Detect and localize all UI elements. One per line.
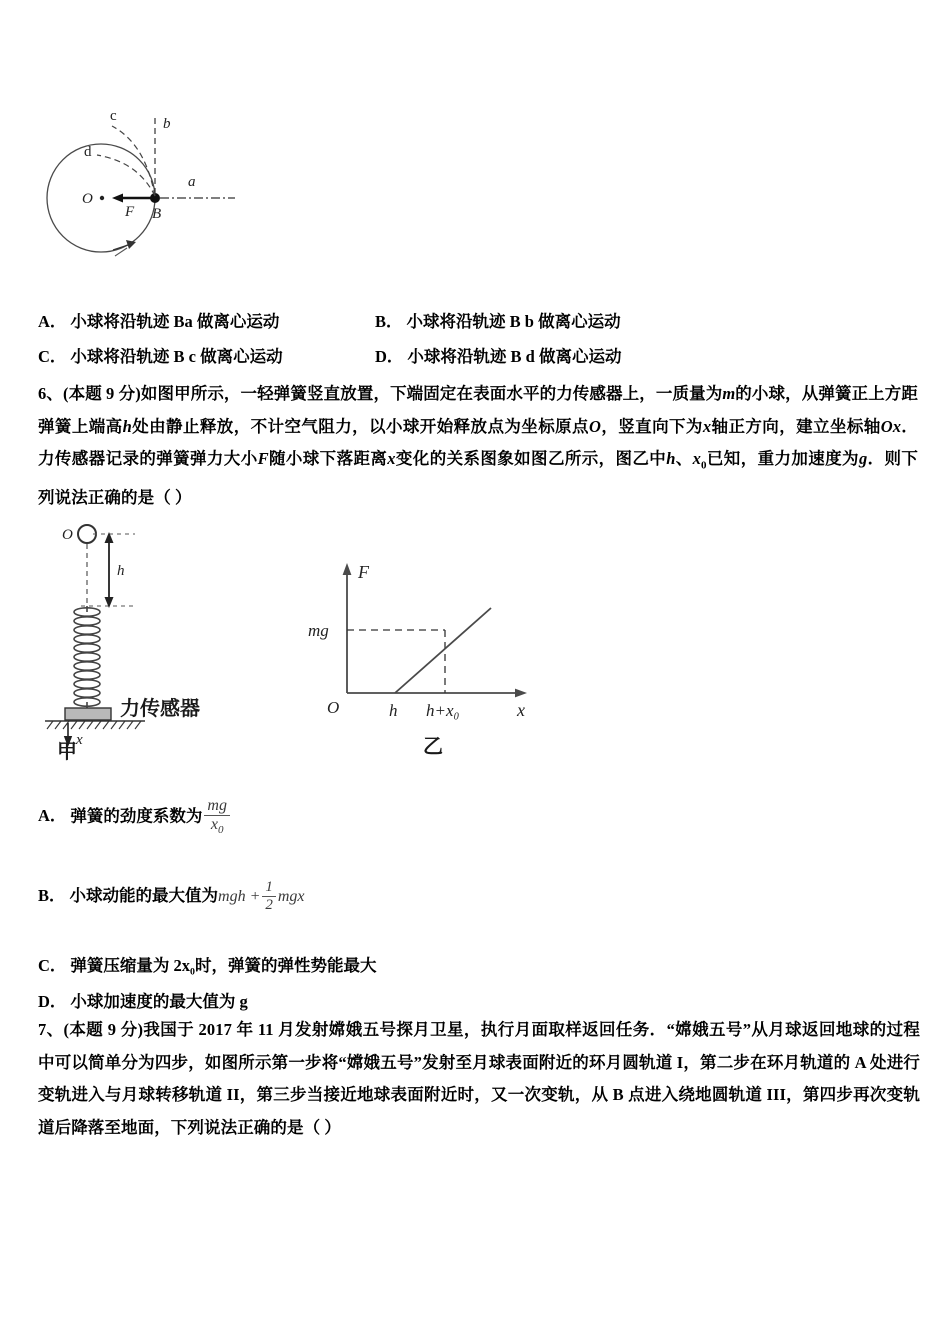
label-force-sensor: 力传感器 (120, 698, 200, 720)
q5-option-b-text: 小球将沿轨迹 B b 做离心运动 (406, 312, 621, 331)
q6-sym-x0-sub: 0 (701, 459, 707, 472)
circular-motion-trajectory-figure (30, 88, 290, 273)
force-sensor-box (65, 708, 111, 720)
trajectory-d-curve (97, 155, 155, 196)
spring-figure-svg (35, 518, 285, 763)
q7-line-4: 第四步再次变轨道后降落至地面，下列说法正确的是（ ） (38, 1085, 921, 1137)
q5-option-a-label: A． (38, 312, 67, 331)
q5-option-a-text: 小球将沿轨迹 Ba 做离心运动 (70, 312, 280, 331)
q5-option-d[interactable] (375, 343, 621, 367)
half-numerator: 1 (265, 879, 273, 895)
q6-body-4: ，竖直向下为 (601, 416, 703, 436)
q6-option-c[interactable] (38, 952, 377, 976)
half-denominator: 2 (262, 896, 276, 914)
q5-option-b-label: B． (375, 312, 403, 331)
y-axis-arrow-head (343, 563, 352, 575)
q6-body-8: 变化的关系图象如图乙所示，图乙中 (395, 449, 667, 468)
origin-label: O (327, 698, 340, 717)
question-7-stem (38, 1014, 920, 1144)
q6-option-b-text: 小球动能的最大值为 (69, 886, 219, 906)
caption-jia: 甲 (57, 741, 77, 763)
q6-score: (本题 9 分) (62, 384, 141, 403)
q6-option-a-fraction (204, 797, 230, 836)
x-axis-arrow-head (515, 689, 527, 698)
q5-option-d-text: 小球将沿轨迹 B d 做离心运动 (407, 347, 622, 366)
caption-yi: 乙 (423, 736, 443, 758)
q6-option-b-label: B． (38, 886, 66, 906)
question-6-stem (38, 378, 918, 514)
q6-sym-Ox: Ox (880, 416, 902, 436)
label-path-a: a (188, 174, 196, 190)
spring-force-sensor-figure (35, 518, 285, 763)
q6-body-11: ．则下列说法正确的是（ ） (38, 449, 918, 507)
fraction-denominator (204, 815, 230, 837)
q6-body-9: 、 (675, 449, 693, 468)
graph-svg (295, 548, 575, 763)
label-path-c: c (110, 108, 117, 124)
q7-line-1: 我国于 2017 年 11 月发射嫦娥五号探月卫星，执行月面取样返回任务．“嫦娥五号”从月球返回地球的 (143, 1020, 887, 1039)
ground-hatching (47, 721, 141, 729)
q6-option-d-label: D． (38, 992, 67, 1011)
x-tick-label-h-plus-x0: h+x₀ (426, 701, 460, 720)
force-arrow-head (112, 194, 123, 203)
q6-body-5: 轴正方向，建立坐标轴 (711, 416, 881, 436)
q7-line-2: 过程中可以简单分为四步，如图所示第一步将“嫦娥五号”发射至月球表面附近的环月圆轨道 I，第二步在环月轨道 (38, 1020, 921, 1072)
force-line-series (395, 608, 491, 693)
q5-option-c-text: 小球将沿轨迹 B c 做离心运动 (70, 347, 283, 366)
q6-sym-O: O (588, 416, 602, 436)
q6-option-a-text: 弹簧的劲度系数为 (70, 806, 203, 826)
q6-option-c-label: C． (38, 956, 67, 975)
spring-force-vs-distance-graph (295, 548, 575, 763)
y-tick-label-mg: mg (308, 621, 329, 640)
q6-option-b-expr-suffix: mgx (277, 888, 305, 906)
q6-option-d-text: 小球加速度的最大值为 g (70, 992, 248, 1011)
spring-coil (74, 606, 100, 708)
q5-option-c[interactable] (38, 343, 283, 367)
label-point-b: B (152, 206, 162, 222)
q6-sym-F: F (257, 449, 269, 468)
q5-option-c-label: C． (38, 347, 67, 366)
fraction-den-base: x (210, 815, 218, 833)
center-dot (100, 196, 104, 200)
q6-option-b-fraction (262, 879, 276, 914)
q6-sym-g: g (858, 449, 868, 468)
label-origin-O: O (62, 527, 73, 543)
q6-number: 6、 (38, 384, 63, 403)
label-center: O (82, 191, 93, 207)
q7-number: 7、 (38, 1020, 64, 1039)
q6-body-1: 如图甲所示，一轻弹簧竖直放置，下端固定在表面水平的力传感器上，一质量为 (140, 384, 723, 403)
fraction-den-subscript: 0 (218, 824, 224, 837)
q7-line-3: 的 A 处进行变轨进入与月球转移轨道 II，第三步当接近地球表面附近时，又一次变轨，从 B 点进入绕地圆轨道 III， (38, 1052, 920, 1104)
q6-sym-h: h (122, 416, 132, 436)
q6-option-d[interactable] (38, 988, 248, 1012)
q5-option-d-label: D． (375, 347, 404, 366)
label-force: F (125, 204, 135, 220)
label-height-h: h (117, 563, 125, 579)
q6-sym-x: x (702, 416, 712, 436)
label-path-b: b (163, 116, 171, 132)
q6-body-3: 处由静止释放，不计空气阻力，以小球开始释放点为坐标原点 (131, 416, 589, 436)
q6-body-6: ．力传感器记录的弹簧弹力大小 (38, 416, 918, 468)
q6-option-b[interactable] (38, 880, 305, 915)
rotation-arrow-head (126, 240, 136, 249)
fraction-numerator: mg (207, 797, 227, 814)
trajectory-svg (30, 88, 290, 273)
q6-body-10: 已知，重力加速度为 (706, 449, 859, 468)
y-axis-label-F: F (358, 562, 369, 582)
q7-score: (本题 9 分) (63, 1020, 144, 1039)
q6-option-b-expr-prefix: mgh + (218, 888, 261, 906)
q5-option-b[interactable] (375, 308, 621, 332)
q6-body-2: 的小球，从弹簧正上方距弹簧上端高 (38, 384, 919, 436)
q6-body-7: 随小球下落距离 (268, 449, 388, 468)
q6-option-a[interactable] (38, 798, 232, 837)
q5-option-a[interactable] (38, 308, 279, 332)
q6-sym-x0: x (692, 449, 702, 468)
q6-sym-h2: h (666, 449, 676, 468)
q6-option-c-text: 弹簧压缩量为 2x₀时，弹簧的弹性势能最大 (70, 956, 377, 975)
x-axis-label-x: x (517, 700, 525, 720)
q6-sym-x2: x (387, 449, 396, 468)
q6-option-a-label: A． (38, 806, 67, 826)
q6-sym-m: m (722, 384, 736, 403)
x-tick-label-h: h (389, 701, 398, 720)
label-axis-x: x (76, 732, 83, 748)
label-path-d: d (84, 144, 92, 160)
